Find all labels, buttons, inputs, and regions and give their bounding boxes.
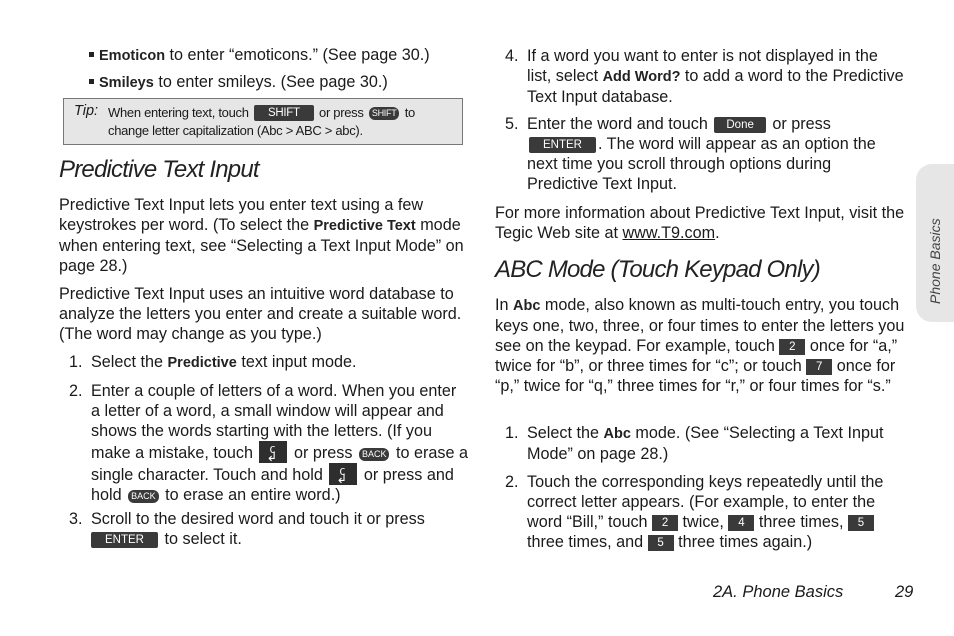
tip-text-5: ABC — [295, 123, 322, 138]
back-button-icon: BACK — [359, 448, 390, 461]
list-item-abc-step-2 — [505, 472, 905, 552]
tip-text-1: When entering text, touch — [108, 105, 249, 120]
step-number: 2. — [505, 473, 519, 491]
step-text: to select it. — [159, 530, 242, 548]
side-section-tab — [916, 164, 954, 322]
step-text: or press and hold — [91, 466, 454, 504]
done-key-icon: Done — [714, 117, 766, 133]
bullet-emoticon — [89, 45, 430, 66]
step-number: 2. — [69, 382, 83, 400]
step-text: . The word will appear as an option the next time you scroll through options during Predictive Text Input. — [527, 135, 876, 193]
shift-key-icon: SHIFT — [254, 105, 314, 121]
p4-d: once for “p,” twice for “q,” three times for “r,” or four times for “s.” — [495, 357, 896, 395]
key-4-icon: 4 — [728, 515, 754, 531]
tip-box — [63, 98, 463, 145]
step-text: Enter a couple of letters of a word. When you enter a letter of a word, a small window will appear and shows the words starting with the letters. (If you make a mistake, touch — [91, 382, 457, 462]
bullet-key: Emoticon — [99, 48, 166, 64]
bullet-text: to enter smileys. (See page 30.) — [153, 73, 388, 91]
enter-key-icon: ENTER — [91, 532, 158, 548]
p4-c: once for “a,” twice for “b”, or three times for “c”; or touch — [495, 337, 898, 375]
step-text: Touch the corresponding keys repeatedly until the correct letter appears. (For example, to enter the word “Bill,” touch — [527, 473, 884, 531]
p1-b: mode when entering text, see “Selecting a Text Input Mode” on page 28.) — [59, 216, 464, 275]
tip-label: Tip: — [74, 103, 99, 119]
step-text: three times, — [754, 513, 848, 531]
step-text: three times, and — [527, 533, 648, 551]
step-text: three times again.) — [673, 533, 813, 551]
p3-b: . — [715, 224, 720, 242]
step-text: text input mode. — [236, 353, 357, 371]
footer-section-title: 2A. Phone Basics — [713, 583, 844, 601]
key-5-icon: 5 — [848, 515, 874, 531]
heading-abc-mode: ABC Mode (Touch Keypad Only) — [495, 256, 820, 283]
paragraph-more-info — [495, 203, 905, 243]
step-key: Abc — [603, 426, 631, 442]
tip-text — [108, 104, 415, 140]
p4-b: mode, also known as multi-touch entry, you touch keys one, two, three, or four times to enter the letters you see on the keypad. For example, touch — [495, 296, 905, 355]
list-item-step-2 — [69, 381, 469, 505]
bullet-key: Smileys — [99, 75, 154, 91]
paragraph-abc-intro — [495, 295, 905, 396]
bullet-square-icon — [89, 79, 94, 84]
step-number: 3. — [69, 510, 83, 528]
step-key: Add Word? — [602, 69, 681, 85]
tip-text-3: to — [404, 105, 415, 120]
bullet-text: to enter “emoticons.” (See page 30.) — [165, 46, 430, 64]
greater-than-icon: > — [285, 123, 293, 138]
paragraph-predictive-database: Predictive Text Input uses an intuitive word database to analyze the letters you enter and create a suitable word. (The word may change as you type.) — [59, 285, 462, 343]
list-item-abc-step-1 — [505, 423, 905, 464]
footer-page-number: 29 — [895, 583, 914, 601]
tip-text-6: abc). — [335, 123, 363, 138]
step-text: to add a word to the Predictive Text Input database. — [527, 67, 904, 106]
back-button-icon: BACK — [128, 490, 159, 503]
list-item-step-3 — [69, 509, 469, 549]
tip-text-4: change letter capitalization (Abc — [108, 123, 283, 138]
p1-key: Predictive Text — [313, 218, 416, 234]
step-text: Scroll to the desired word and touch it or press — [91, 510, 425, 528]
heading-predictive-text: Predictive Text Input — [59, 156, 259, 183]
backspace-key-icon — [329, 463, 357, 485]
step-text: Select the — [91, 353, 168, 371]
greater-than-icon: > — [324, 123, 333, 138]
key-5-icon: 5 — [648, 535, 674, 551]
list-item-step-4 — [505, 46, 905, 107]
backspace-key-icon — [259, 441, 287, 463]
step-text: to erase a single character. Touch and hold — [91, 444, 468, 484]
key-2-icon: 2 — [779, 339, 805, 355]
step-text: or press — [289, 444, 357, 462]
key-2-icon: 2 — [652, 515, 678, 531]
t9-link[interactable]: www.T9.com — [622, 224, 716, 242]
step-text: to erase an entire word.) — [160, 486, 341, 504]
tip-text-2: or press — [319, 105, 364, 120]
step-text: Enter the word and touch — [527, 115, 713, 133]
step-text: mode. (See “Selecting a Text Input Mode” on page 28.) — [527, 424, 884, 463]
p1-a: Predictive Text Input lets you enter text using a few keystrokes per word. (To select the — [59, 196, 424, 234]
step-number: 1. — [505, 424, 519, 442]
step-key: Predictive — [167, 355, 237, 371]
paragraph-predictive-intro — [59, 195, 469, 276]
step-number: 4. — [505, 47, 519, 65]
step-text: or press — [767, 115, 831, 133]
side-tab-label: Phone Basics — [927, 218, 943, 304]
step-number: 1. — [69, 353, 83, 371]
list-item-step-5 — [505, 114, 905, 194]
list-item-step-1 — [69, 352, 469, 373]
p4-key: Abc — [513, 298, 541, 314]
shift-button-icon: SHIFT — [369, 107, 400, 120]
bullet-square-icon — [89, 52, 94, 57]
step-text: Select the — [527, 424, 604, 442]
step-text: twice, — [678, 513, 729, 531]
bullet-smileys — [89, 72, 388, 93]
enter-key-icon: ENTER — [529, 137, 596, 153]
p4-a: In — [495, 296, 513, 314]
key-7-icon: 7 — [806, 359, 832, 375]
step-text: If a word you want to enter is not displayed in the list, select — [527, 47, 878, 85]
step-number: 5. — [505, 115, 519, 133]
p3-a: For more information about Predictive Text Input, visit the Tegic Web site at — [495, 204, 905, 242]
